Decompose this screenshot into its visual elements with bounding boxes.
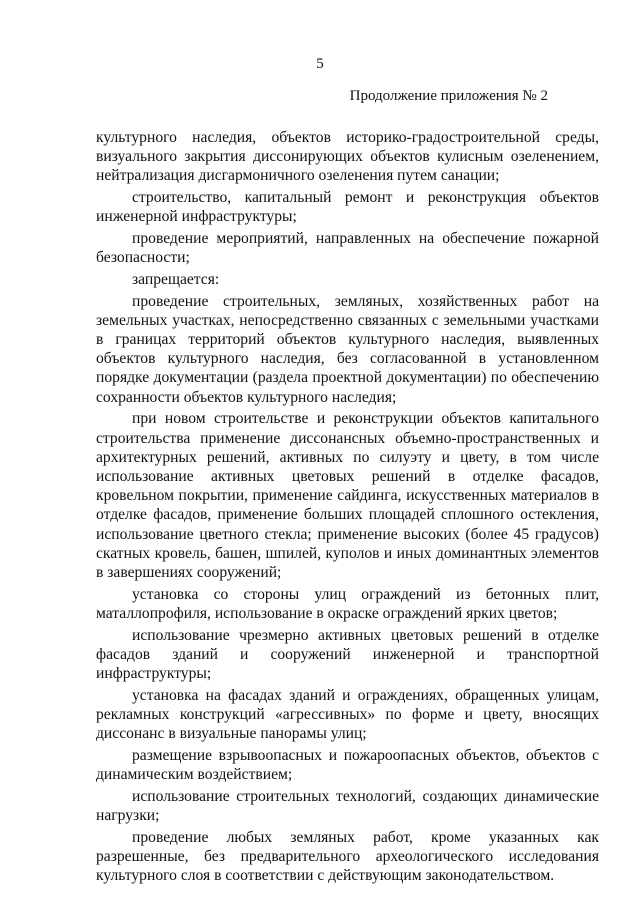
paragraph-7: установка со стороны улиц ограждений из бетонных плит, маталлопрофиля, использование в окраске ограждений ярких цветов; xyxy=(96,585,599,622)
paragraph-3: проведение мероприятий, направленных на обеспечение пожарной безопасности; xyxy=(96,230,599,267)
paragraph-8: использование чрезмерно активных цветовых решений в отделке фасадов зданий и сооружений инженерной и транспортной инфраструктуры; xyxy=(96,626,599,682)
paragraph-12: проведение любых земляных работ, кроме указанных как разрешенные, без предварительного археологического исследования культурного слоя в соответствии с действующим законодательством. xyxy=(96,828,599,885)
paragraph-5: проведение строительных, земляных, хозяйственных работ на земельных участках, непосредственно связанных с земельными участками в границах территорий объектов культурного наследия, выявленных объектов культурного наследия, без согласованной в установленном порядке документации (раздела проектной документации) по обеспечению сохранности объектов культурного наследия; xyxy=(96,292,599,406)
document-body xyxy=(96,128,599,888)
paragraph-9: установка на фасадах зданий и ограждениях, обращенных улицам, рекламных конструкций «агрессивных» по форме и цвету, вносящих диссонанс в визуальные панорамы улиц; xyxy=(96,686,599,743)
paragraph-11: использование строительных технологий, создающих динамические нагрузки; xyxy=(96,787,599,824)
page-number: 5 xyxy=(316,56,324,72)
paragraph-10: размещение взрывоопасных и пожароопасных объектов, объектов с динамическим воздействием; xyxy=(96,746,599,783)
annex-caption: Продолжение приложения № 2 xyxy=(349,88,548,104)
paragraph-6: при новом строительстве и реконструкции объектов капитального строительства применение диссонансных объемно-пространственных и архитектурных решений, активных по силуэту и цвету, в том числе использование активных цветовых решений в отделке фасадов, кровельном покрытии, применение сайдинга, искусственных материалов в отделке фасадов, применение больших площадей сплошного остекления, использование цветного стекла; применение высоких (более 45 градусов) скатных кровель, башен, шпилей, куполов и иных доминантных элементов в завершениях сооружений; xyxy=(96,410,599,581)
paragraph-4: запрещается: xyxy=(132,270,220,288)
paragraph-2: строительство, капитальный ремонт и реконструкция объектов инженерной инфраструктуры; xyxy=(96,189,599,226)
paragraph-1: культурного наследия, объектов историко-градостроительной среды, визуального закрытия диссонирующих объектов кулисным озеленением, нейтрализация дисгармоничного озеленения путем санации; xyxy=(96,129,599,185)
